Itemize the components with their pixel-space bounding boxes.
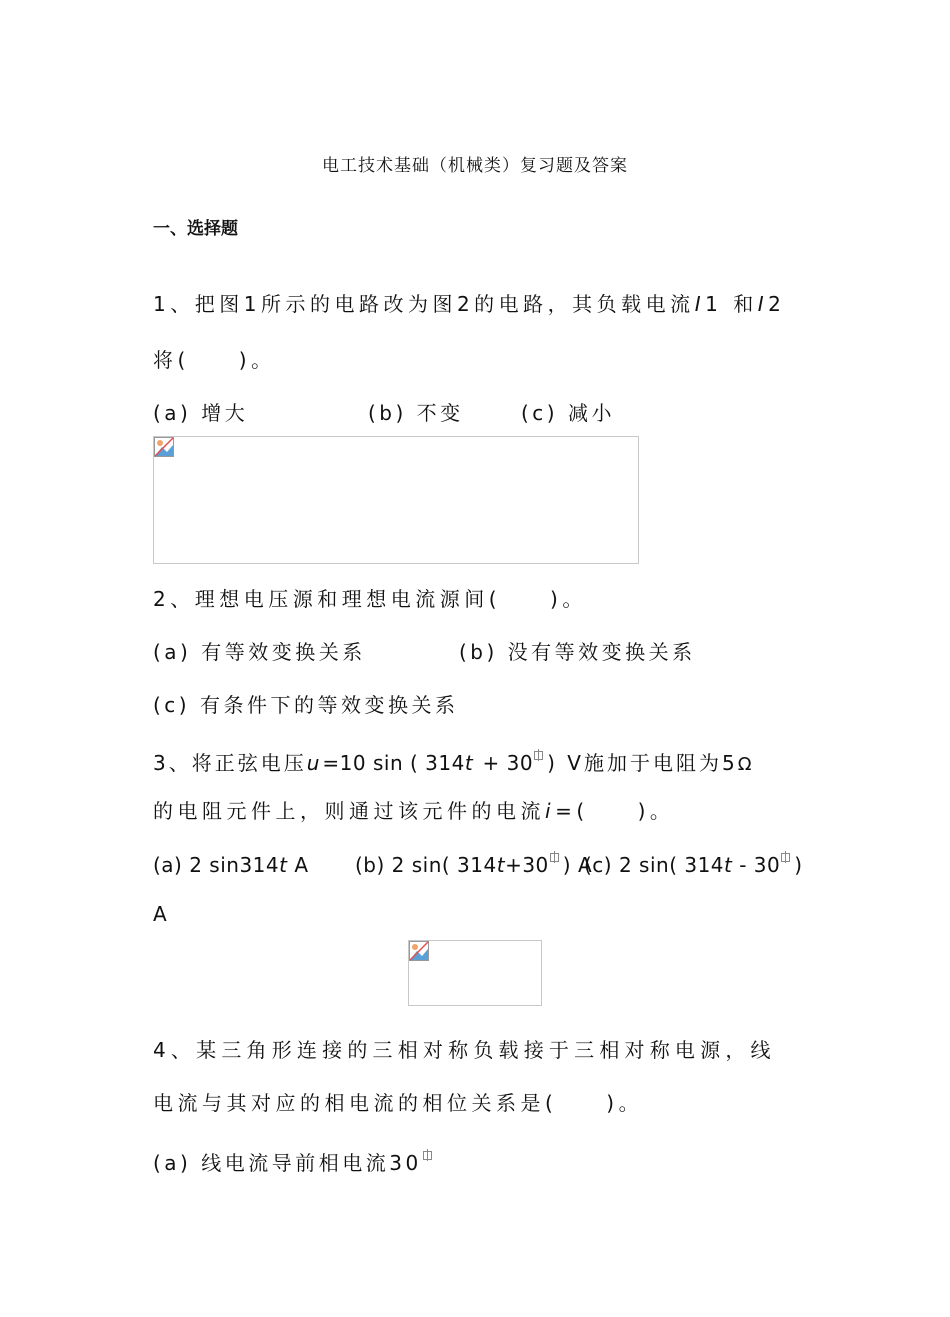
current-subscript-2: 2 [768, 292, 786, 316]
q4-option-a: (a) 线电流导前相电流30 [153, 1147, 436, 1176]
question-1-line-2: 将( )。 [153, 348, 276, 372]
question-3-line-1: 3、将正弦电压u=10 sin ( 314t + 30 ) V施加于电阻为5Ω [153, 751, 755, 775]
question-1-text: 1、把图1所示的电路改为图2的电路，其负载电流 [153, 292, 695, 316]
q3-option-tail: A [153, 902, 171, 926]
broken-image-icon [154, 437, 174, 457]
current-symbol: i [545, 799, 556, 823]
degree-symbol [534, 751, 543, 760]
formula-image [408, 940, 542, 1006]
q3-option-c: (c) 2 sin( 314t - 30 ) [584, 853, 803, 877]
degree-symbol [781, 853, 790, 862]
voltage-symbol: u [306, 751, 323, 775]
q2-option-b: (b) 没有等效变换关系 [459, 640, 696, 664]
section-heading: 一、选择题 [153, 219, 238, 239]
q2-option-c: (c) 有条件下的等效变换关系 [153, 693, 459, 717]
circuit-figure-image [153, 436, 639, 564]
q3-option-a: (a) 2 sin314t A [153, 853, 309, 877]
q2-option-a: (a) 有等效变换关系 [153, 640, 366, 664]
q1-option-a: (a) 增大 [153, 401, 249, 425]
ohm-symbol: Ω [737, 754, 755, 775]
q1-option-b: (b) 不变 [368, 401, 464, 425]
question-1-line-1 [153, 288, 785, 317]
degree-symbol [423, 1151, 432, 1160]
q1-option-c: (c) 减小 [521, 401, 615, 425]
and-text: 和 [733, 292, 758, 316]
q3-option-b: (b) 2 sin( 314t+30 ) A [355, 853, 593, 877]
current-symbol: I [757, 292, 769, 316]
current-subscript-1: 1 [705, 292, 723, 316]
question-4-line-2: 电流与其对应的相电流的相位关系是( )。 [153, 1091, 644, 1115]
question-2-text: 2、理想电压源和理想电流源间( )。 [153, 587, 587, 611]
question-4-line-1: 4、某三角形连接的三相对称负载接于三相对称电源，线 [153, 1038, 776, 1062]
document-title: 电工技术基础（机械类）复习题及答案 [322, 156, 628, 176]
time-symbol: t [464, 751, 476, 775]
question-3-line-2: 的电阻元件上，则通过该元件的电流i=( )。 [153, 799, 675, 823]
current-symbol: I [694, 292, 706, 316]
broken-image-icon [409, 941, 429, 961]
degree-symbol [550, 853, 559, 862]
